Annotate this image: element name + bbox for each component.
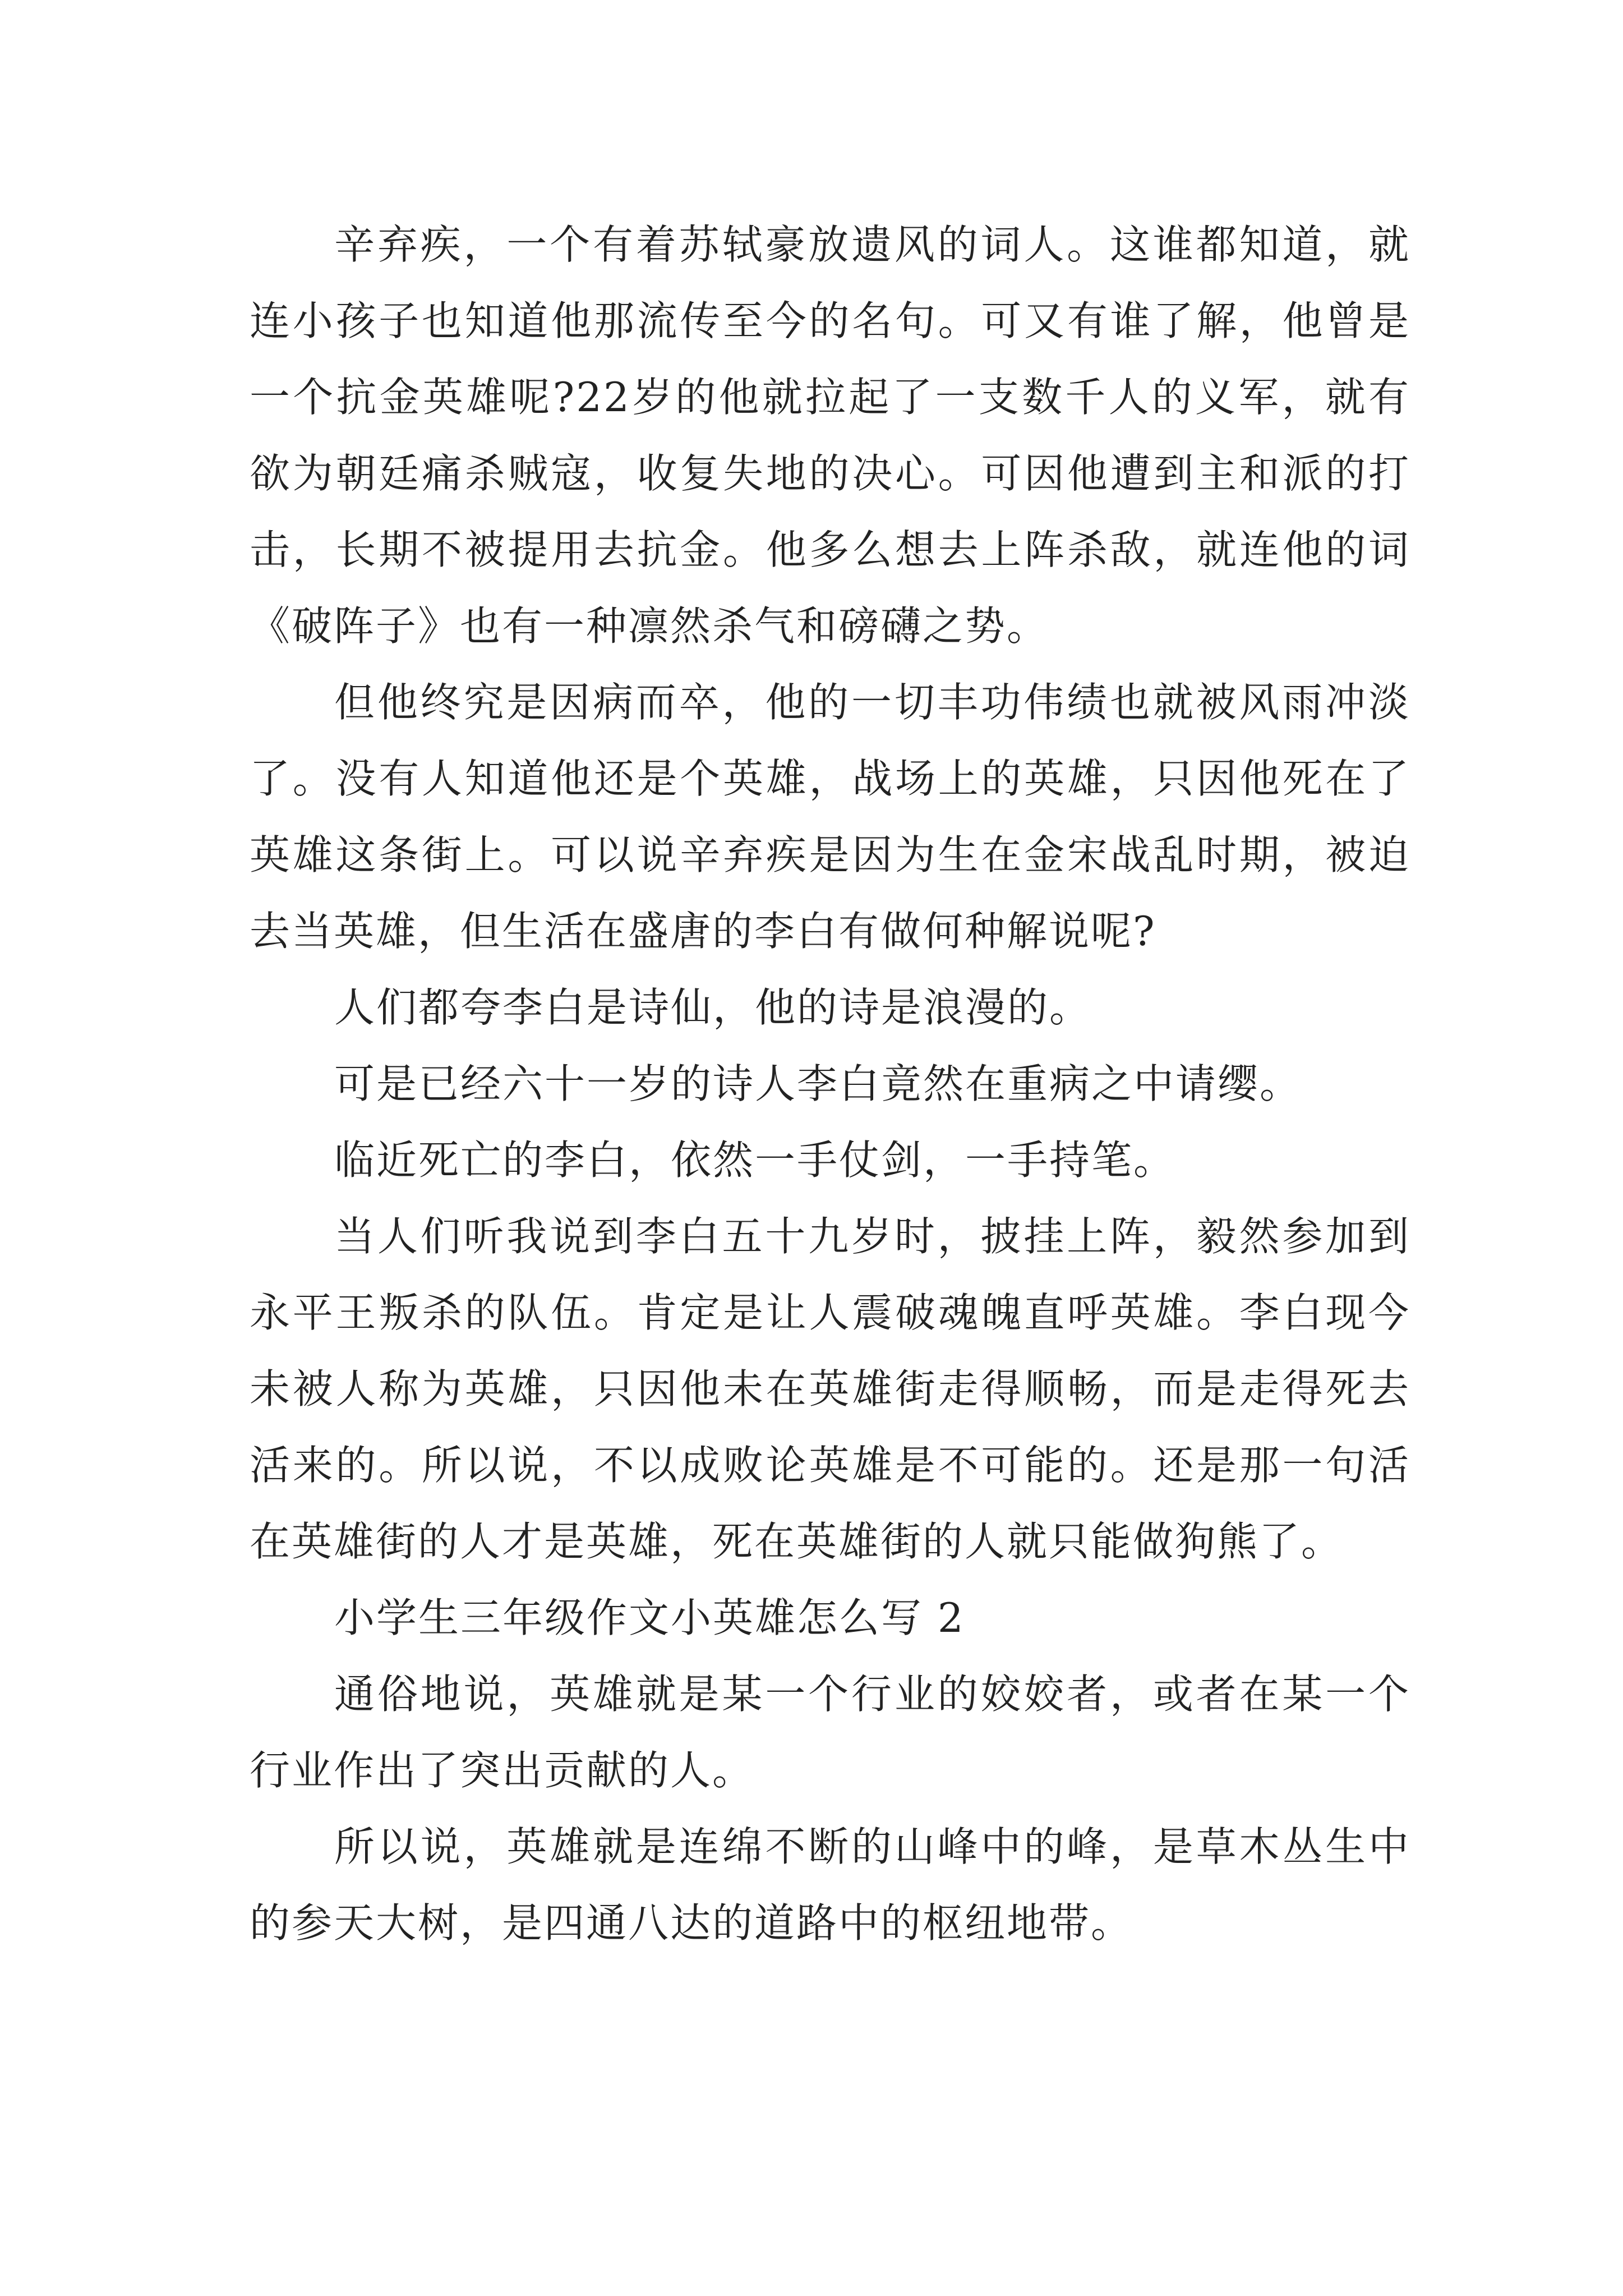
paragraph-1: 辛弃疾，一个有着苏轼豪放遗风的词人。这谁都知道，就连小孩子也知道他那流传至今的名句。可又有谁了解，他曾是一个抗金英雄呢?22岁的他就拉起了一支数千人的义军，就有欲为朝廷痛杀贼寇，收复失地的决心。可因他遭到主和派的打击，长期不被提用去抗金。他多么想去上阵杀敌，就连他的词《破阵子》也有一种凛然杀气和磅礴之势。 (250, 221, 1410, 650)
document-body (250, 206, 1410, 1961)
section-heading: 小学生三年级作文小英雄怎么写 2 (334, 1594, 965, 1641)
paragraph-8: 所以说，英雄就是连绵不断的山峰中的峰，是草木丛生中的参天大树，是四通八达的道路中的枢纽地带。 (250, 1823, 1410, 1947)
paragraph-6: 当人们听我说到李白五十九岁时，披挂上阵，毅然参加到永平王叛杀的队伍。肯定是让人震破魂魄直呼英雄。李白现今未被人称为英雄，只因他未在英雄街走得顺畅，而是走得死去活来的。所以说，不以成败论英雄是不可能的。还是那一句活在英雄街的人才是英雄，死在英雄街的人就只能做狗熊了。 (250, 1213, 1410, 1565)
paragraph-5: 临近死亡的李白，依然一手仗剑，一手持笔。 (334, 1137, 1176, 1184)
paragraph-2: 但他终究是因病而卒，他的一切丰功伟绩也就被风雨冲淡了。没有人知道他还是个英雄，战场上的英雄，只因他死在了英雄这条街上。可以说辛弃疾是因为生在金宋战乱时期，被迫去当英雄，但生活在盛唐的李白有做何种解说呢? (250, 679, 1410, 955)
paragraph-4: 可是已经六十一岁的诗人李白竟然在重病之中请缨。 (334, 1060, 1302, 1107)
paragraph-3: 人们都夸李白是诗仙，他的诗是浪漫的。 (334, 984, 1092, 1031)
paragraph-7: 通俗地说，英雄就是某一个行业的姣姣者，或者在某一个行业作出了突出贡献的人。 (250, 1671, 1410, 1794)
